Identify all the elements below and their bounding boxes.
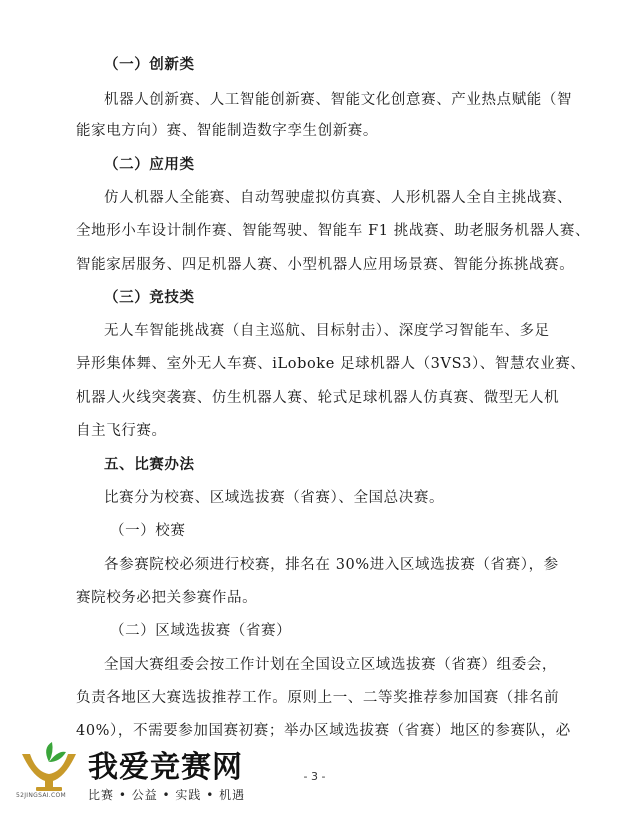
- section-heading-rules: 五、比赛办法: [104, 457, 195, 473]
- paragraph-line: 智能家居服务、四足机器人赛、小型机器人应用场景赛、智能分拣挑战赛。: [76, 257, 575, 273]
- trophy-cup-icon: [14, 740, 84, 800]
- paragraph-line: 各参赛院校必须进行校赛，排名在 30%进入区域选拔赛（省赛），参: [104, 557, 559, 573]
- paragraph-line: 无人车智能挑战赛（自主巡航、目标射击）、深度学习智能车、多足: [104, 323, 550, 339]
- paragraph-line: 机器人创新赛、人工智能创新赛、智能文化创意赛、产业热点赋能（智: [104, 92, 573, 108]
- paragraph-line: 比赛分为校赛、区域选拔赛（省赛）、全国总决赛。: [104, 490, 445, 506]
- paragraph-line: 仿人机器人全能赛、自动驾驶虚拟仿真赛、人形机器人全自主挑战赛、: [104, 190, 573, 206]
- section-heading-competition: （三）竞技类: [104, 290, 195, 306]
- paragraph-line: 全国大赛组委会按工作计划在全国设立区域选拔赛（省赛）组委会，: [104, 657, 557, 673]
- page-number: - 3 -: [303, 770, 326, 783]
- paragraph-line: 赛院校务必把关参赛作品。: [76, 590, 258, 606]
- paragraph-line: 能家电方向）赛、智能制造数字孪生创新赛。: [76, 123, 378, 139]
- paragraph-line: 负责各地区大赛选拔推荐工作。原则上一、二等奖推荐参加国赛（排名前: [76, 690, 560, 706]
- paragraph-line: 机器人火线突袭赛、仿生机器人赛、轮式足球机器人仿真赛、微型无人机: [76, 390, 560, 406]
- logo-url: 52JINGSAI.COM: [16, 792, 67, 799]
- logo-brand-name: 我爱竞赛网: [88, 750, 243, 785]
- logo-slogan: 比赛 • 公益 • 实践 • 机遇: [88, 788, 246, 802]
- site-logo: [14, 740, 254, 806]
- paragraph-line: 自主飞行赛。: [76, 423, 167, 439]
- subheading-school-contest: （一）校赛: [110, 523, 186, 539]
- paragraph-line: 全地形小车设计制作赛、智能驾驶、智能车 F1 挑战赛、助老服务机器人赛、: [76, 223, 591, 239]
- section-heading-application: （二）应用类: [104, 157, 195, 173]
- subheading-regional-contest: （二）区域选拔赛（省赛）: [110, 623, 292, 639]
- paragraph-line: 异形集体舞、室外无人车赛、iLoboke 足球机器人（3VS3）、智慧农业赛、: [76, 356, 586, 372]
- paragraph-line: 40%），不需要参加国赛初赛；举办区域选拔赛（省赛）地区的参赛队，必: [76, 723, 571, 739]
- section-heading-innovation: （一）创新类: [104, 57, 195, 73]
